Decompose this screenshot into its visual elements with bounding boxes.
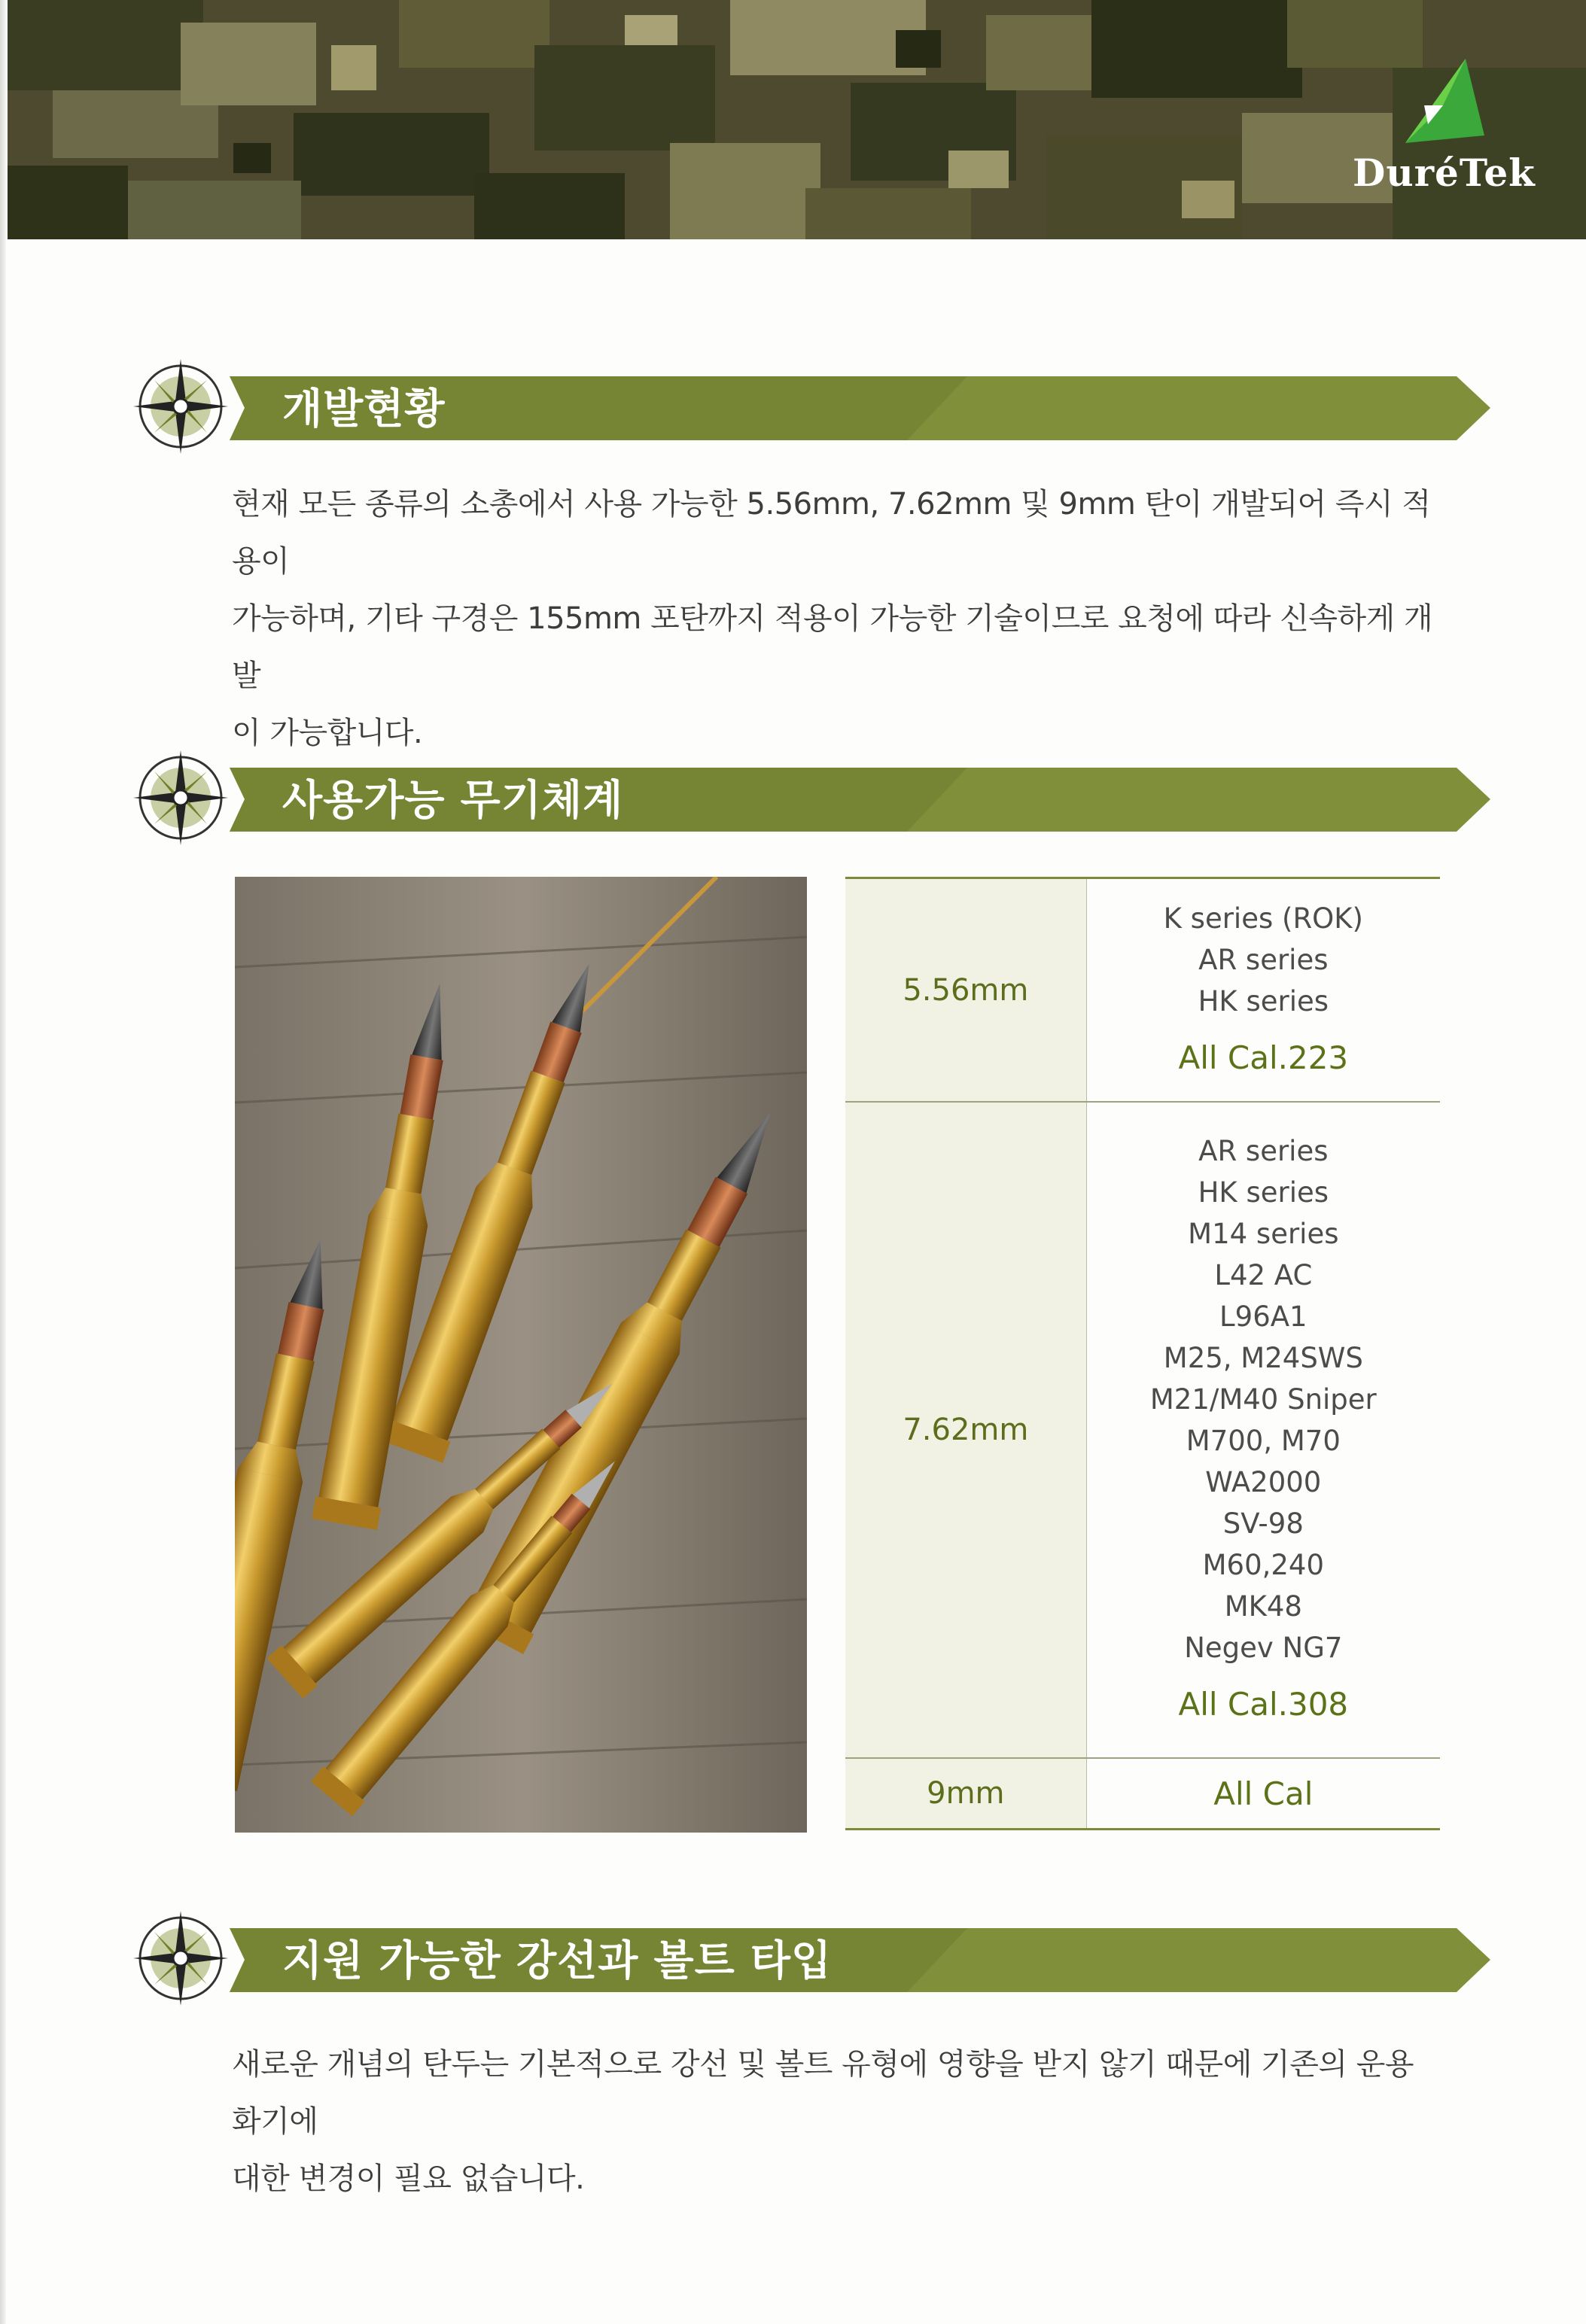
paragraph-line: 현재 모든 종류의 소총에서 사용 가능한 5.56mm, 7.62mm 및 9mm 탄이 개발되어 즉시 적용이 bbox=[232, 487, 1431, 579]
weapon-item: L42 AC bbox=[1214, 1259, 1313, 1291]
section-title: 지원 가능한 강선과 볼트 타입 bbox=[282, 1936, 833, 1985]
paragraph-line: 대한 변경이 필요 없습니다. bbox=[232, 2161, 585, 2196]
weapon-item: WA2000 bbox=[1205, 1466, 1322, 1498]
weapons-cell bbox=[1086, 1102, 1440, 1758]
weapon-item: SV-98 bbox=[1222, 1507, 1304, 1540]
weapon-item: M700, M70 bbox=[1186, 1425, 1341, 1457]
logo-text: DuréTek bbox=[1353, 151, 1536, 195]
compass-icon bbox=[132, 749, 230, 847]
compass-icon bbox=[132, 357, 230, 455]
table-row bbox=[845, 1102, 1440, 1758]
weapon-item: K series (ROK) bbox=[1163, 902, 1363, 935]
weapon-item: L96A1 bbox=[1219, 1300, 1307, 1333]
duretek-logo bbox=[1353, 53, 1536, 203]
section-title: 사용가능 무기체계 bbox=[282, 776, 624, 824]
table-row bbox=[845, 878, 1440, 1103]
section-header-weapon-systems bbox=[132, 749, 1487, 839]
compass-icon bbox=[132, 1909, 230, 2007]
rifling-bolt-paragraph bbox=[232, 2036, 1451, 2207]
weapon-item: AR series bbox=[1198, 1135, 1329, 1167]
ammunition-photo bbox=[235, 877, 807, 1833]
development-paragraph bbox=[232, 476, 1451, 762]
ammunition-image bbox=[235, 877, 807, 1833]
caliber-cell: 5.56mm bbox=[845, 878, 1086, 1103]
weapon-item: HK series bbox=[1198, 984, 1329, 1018]
paragraph-line: 이 가능합니다. bbox=[232, 716, 423, 750]
triangle-logo-icon bbox=[1353, 53, 1533, 151]
weapon-item: AR series bbox=[1198, 943, 1329, 976]
section-title: 개발현황 bbox=[282, 385, 446, 433]
section-header-development bbox=[132, 357, 1487, 448]
weapon-item: M60,240 bbox=[1202, 1549, 1325, 1581]
all-caliber-label: All Cal bbox=[1213, 1775, 1314, 1812]
all-caliber-label: All Cal.308 bbox=[1178, 1686, 1349, 1723]
paragraph-line: 새로운 개념의 탄두는 기본적으로 강선 및 볼트 유형에 영향을 받지 않기 때문에 기존의 운용 화기에 bbox=[232, 2047, 1414, 2139]
table-row bbox=[845, 1758, 1440, 1830]
weapon-item: Negev NG7 bbox=[1184, 1632, 1343, 1664]
weapon-item: MK48 bbox=[1224, 1590, 1302, 1623]
weapon-item: HK series bbox=[1198, 1176, 1329, 1209]
weapon-item: M25, M24SWS bbox=[1163, 1342, 1363, 1374]
weapons-cell bbox=[1086, 1758, 1440, 1830]
caliber-cell: 7.62mm bbox=[845, 1102, 1086, 1758]
camo-pattern bbox=[8, 0, 1586, 239]
header-banner bbox=[8, 0, 1586, 239]
section-header-rifling-bolt bbox=[132, 1909, 1487, 2000]
weapons-cell bbox=[1086, 878, 1440, 1103]
weapon-item: M14 series bbox=[1188, 1218, 1339, 1250]
caliber-cell: 9mm bbox=[845, 1758, 1086, 1830]
weapons-table bbox=[845, 877, 1440, 1830]
all-caliber-label: All Cal.223 bbox=[1178, 1039, 1349, 1076]
paragraph-line: 가능하며, 기타 구경은 155mm 포탄까지 적용이 가능한 기술이므로 요청에 따라 신속하게 개발 bbox=[232, 601, 1433, 693]
weapon-item: M21/M40 Sniper bbox=[1149, 1383, 1377, 1416]
page-edge bbox=[0, 0, 6, 2324]
